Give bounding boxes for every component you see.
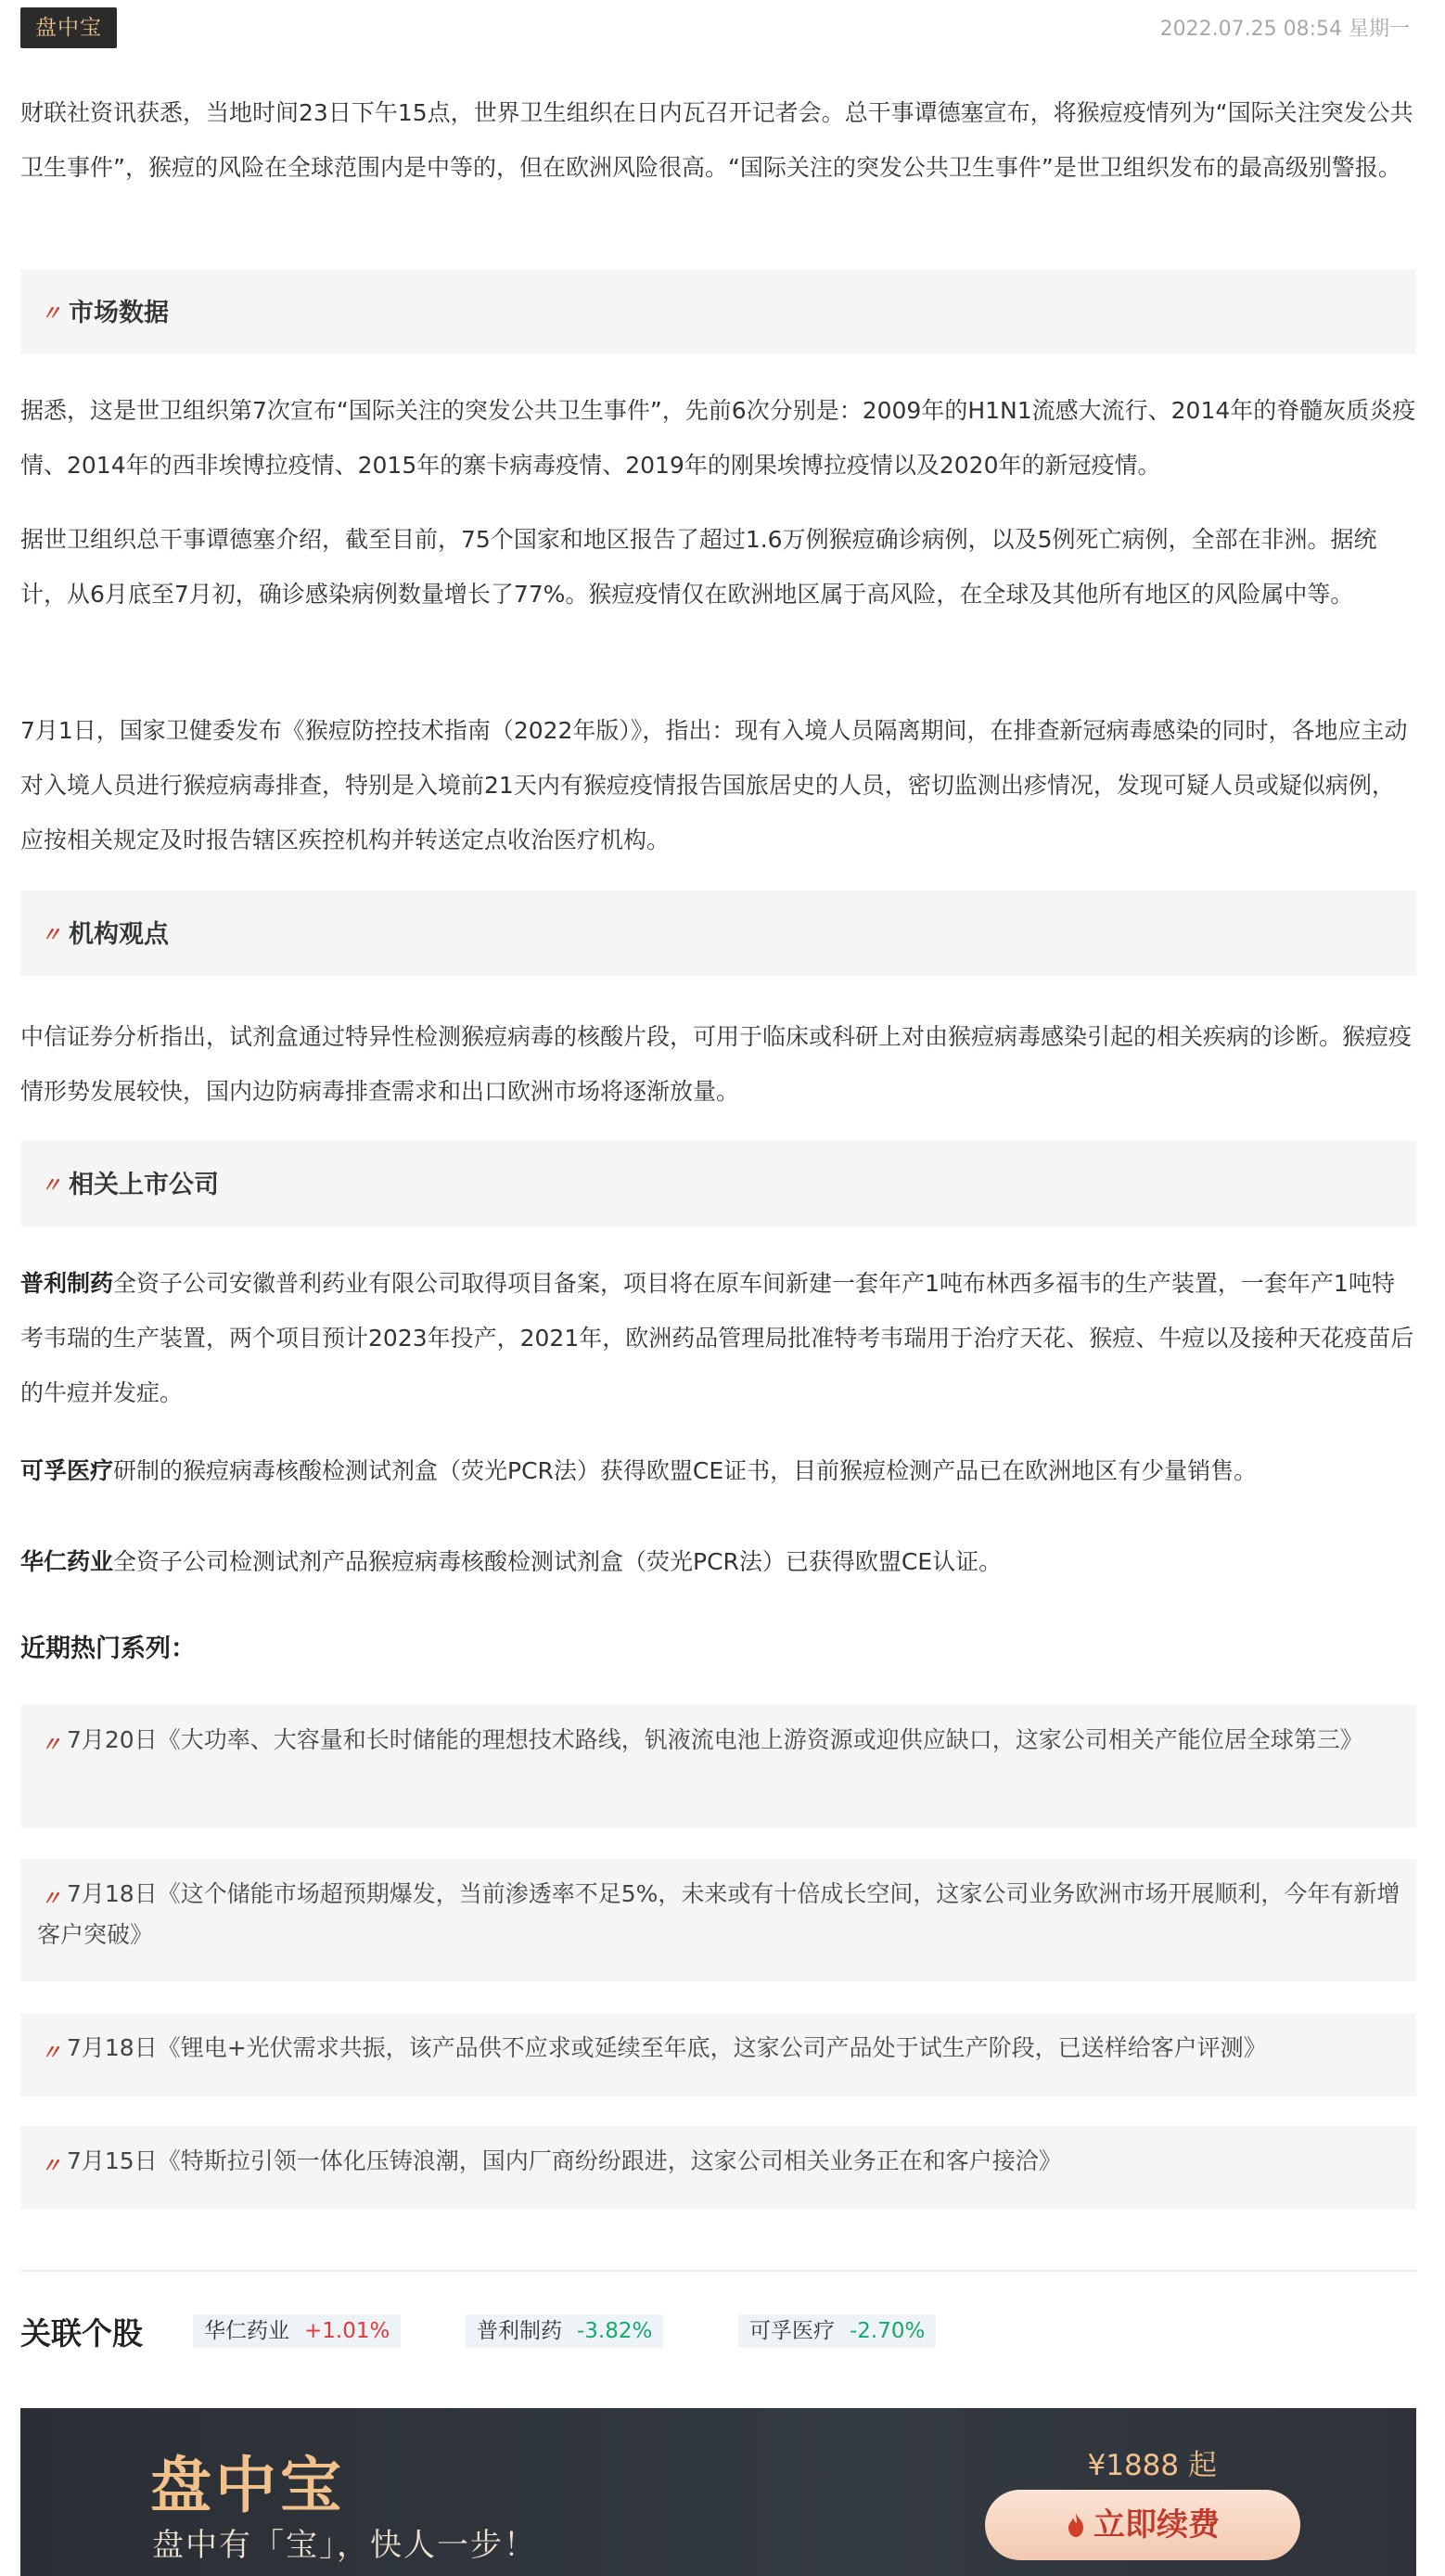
hot-series-item[interactable] xyxy=(20,1859,1416,1981)
stock-name: 华仁药业 xyxy=(204,2319,289,2343)
divider xyxy=(20,2270,1416,2272)
fire-icon xyxy=(1066,2512,1086,2538)
hot-series-text[interactable]: 7月15日《特斯拉引领一体化压铸浪潮，国内厂商纷纷跟进，这家公司相关业务正在和客户接洽》 xyxy=(67,2147,1062,2174)
company-paragraph-huaren xyxy=(20,1534,1416,1589)
company-paragraph-puli xyxy=(20,1256,1416,1420)
stock-chip-kefu[interactable] xyxy=(738,2314,936,2348)
section-header-companies xyxy=(20,1141,1416,1226)
quote-mark-icon: 〃 xyxy=(41,1734,62,1757)
company-name[interactable]: 可孚医疗 xyxy=(20,1457,114,1484)
stock-change: -2.70% xyxy=(850,2319,926,2343)
publish-datetime: 2022.07.25 08:54 星期一 xyxy=(1159,18,1410,41)
renew-button[interactable] xyxy=(985,2490,1300,2560)
company-text: 全资子公司安徽普利药业有限公司取得项目备案，项目将在原车间新建一套年产1吨布林西多福韦的生产装置，一套年产1吨特考韦瑞的生产装置，两个项目预计2023年投产，2021年，欧洲药品管理局批准特考韦瑞用于治疗天花、猴痘、牛痘以及接种天花疫苗后的牛痘并发症。 xyxy=(20,1270,1414,1406)
stock-change: -3.82% xyxy=(577,2319,653,2343)
hot-series-item[interactable] xyxy=(20,2126,1416,2210)
section-title: 机构观点 xyxy=(69,920,169,949)
quote-mark-icon: 〃 xyxy=(41,1888,62,1911)
banner-slogan: 盘中有「宝」，快人一步！ xyxy=(152,2527,537,2564)
hot-series-title: 近期热门系列： xyxy=(20,1634,196,1663)
hot-series-item[interactable] xyxy=(20,1705,1416,1827)
company-paragraph-kefu xyxy=(20,1443,1416,1498)
banner-price: ¥1888 起 xyxy=(1087,2449,1217,2482)
hot-series-item[interactable] xyxy=(20,2013,1416,2096)
intro-paragraph: 财联社资讯获悉，当地时间23日下午15点，世界卫生组织在日内瓦召开记者会。总干事谭德塞宣布，将猴痘疫情列为“国际关注突发公共卫生事件”，猴痘的风险在全球范围内是中等的，但在欧洲风险很高。“国际关注的突发公共卫生事件”是世卫组织发布的最高级别警报。 xyxy=(20,99,1413,181)
section-title: 市场数据 xyxy=(69,299,169,327)
hot-series-text[interactable]: 7月20日《大功率、大容量和长时储能的理想技术路线，钒液流电池上游资源或迎供应缺口，这家公司相关产能位居全球第三》 xyxy=(67,1726,1363,1753)
quote-mark-icon: 〃 xyxy=(41,2155,62,2178)
company-text: 研制的猴痘病毒核酸检测试剂盒（荧光PCR法）获得欧盟CE证书，目前猴痘检测产品已在欧洲地区有少量销售。 xyxy=(113,1457,1258,1484)
renew-button-label: 立即续费 xyxy=(1093,2506,1220,2544)
hot-series-text[interactable]: 7月18日《锂电+光伏需求共振，该产品供不应求或延续至年底，这家公司产品处于试生产阶段，已送样给客户评测》 xyxy=(67,2034,1267,2061)
quote-mark-icon: 〃 xyxy=(41,1174,62,1198)
quote-mark-icon: 〃 xyxy=(41,302,62,326)
stock-name: 普利制药 xyxy=(477,2319,562,2343)
institution-paragraph: 中信证券分析指出，试剂盒通过特异性检测猴痘病毒的核酸片段，可用于临床或科研上对由猴痘病毒感染引起的相关疾病的诊断。猴痘疫情形势发展较快，国内边防病毒排查需求和出口欧洲市场将逐渐放量。 xyxy=(20,1023,1413,1105)
market-paragraph-3: 7月1日，国家卫健委发布《猴痘防控技术指南（2022年版）》，指出：现有入境人员隔离期间，在排查新冠病毒感染的同时，各地应主动对入境人员进行猴痘病毒排查，特别是入境前21天内有猴痘疫情报告国旅居史的人员，密切监测出疹情况，发现可疑人员或疑似病例，应按相关规定及时报告辖区疾控机构并转送定点收治医疗机构。 xyxy=(20,717,1408,853)
section-title: 相关上市公司 xyxy=(69,1171,219,1199)
promo-banner[interactable] xyxy=(20,2408,1416,2576)
quote-mark-icon: 〃 xyxy=(41,924,62,947)
section-header-institution xyxy=(20,891,1416,976)
market-paragraph-2: 据世卫组织总干事谭德塞介绍，截至目前，75个国家和地区报告了超过1.6万例猴痘确诊病例，以及5例死亡病例，全部在非洲。据统计，从6月底至7月初，确诊感染病例数量增长了77%。猴痘疫情仅在欧洲地区属于高风险，在全球及其他所有地区的风险属中等。 xyxy=(20,526,1377,608)
stock-chip-huaren[interactable] xyxy=(193,2314,401,2348)
column-badge[interactable]: 盘中宝 xyxy=(20,7,117,48)
hot-series-text[interactable]: 7月18日《这个储能市场超预期爆发，当前渗透率不足5%，未来或有十倍成长空间，这家公司业务欧洲市场开展顺利，今年有新增客户突破》 xyxy=(37,1880,1400,1948)
stock-name: 可孚医疗 xyxy=(749,2319,835,2343)
company-name[interactable]: 普利制药 xyxy=(20,1270,114,1297)
stock-change: +1.01% xyxy=(304,2319,390,2343)
company-name[interactable]: 华仁药业 xyxy=(20,1548,114,1575)
banner-logo: 盘中宝 xyxy=(150,2449,345,2521)
section-header-market xyxy=(20,269,1416,354)
stock-chip-puli[interactable] xyxy=(466,2314,663,2348)
market-paragraph-1: 据悉，这是世卫组织第7次宣布“国际关注的突发公共卫生事件”，先前6次分别是：2009年的H1N1流感大流行、2014年的脊髓灰质炎疫情、2014年的西非埃博拉疫情、2015年的寨卡病毒疫情、2019年的刚果埃博拉疫情以及2020年的新冠疫情。 xyxy=(20,397,1416,479)
related-stocks-label: 关联个股 xyxy=(20,2315,143,2352)
quote-mark-icon: 〃 xyxy=(41,2042,62,2065)
company-text: 全资子公司检测试剂产品猴痘病毒核酸检测试剂盒（荧光PCR法）已获得欧盟CE认证。 xyxy=(113,1548,1003,1575)
